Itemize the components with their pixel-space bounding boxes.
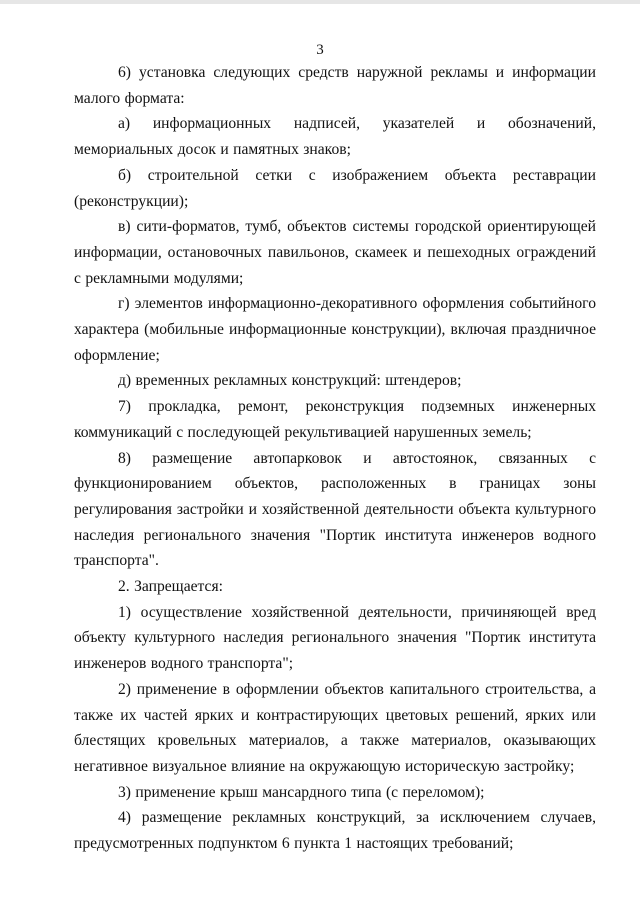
paragraph-item-8: 8) размещение автопарковок и автостоянок, связанных с функционированием объектов, расположенных в границах зоны регулирования застройки и хозяйственной деятельности объекта культурного наследия регионального значения "Портик института инженеров водного транспорта". <box>74 449 596 570</box>
paragraph-subitem-b: б) строительной сетки с изображением объекта реставрации (реконструкции); <box>74 166 596 210</box>
page-top-edge <box>0 0 640 4</box>
paragraph-subitem-v: в) сити-форматов, тумб, объектов системы городской ориентирующей информации, остановочных павильонов, скамеек и пешеходных ограждений с рекламными модулями; <box>74 218 596 287</box>
page-number: 3 <box>316 42 324 58</box>
paragraph-prohibited-1: 1) осуществление хозяйственной деятельности, причиняющей вред объекту культурного наследия регионального значения "Портик института инженеров водного транспорта"; <box>74 603 596 673</box>
paragraph-prohibited-3: 3) применение крыш мансардного типа (с переломом); <box>118 783 485 801</box>
paragraph-subitem-a: а) информационных надписей, указателей и обозначений, мемориальных досок и памятных знаков; <box>74 115 596 159</box>
paragraph-prohibited-4: 4) размещение рекламных конструкций, за исключением случаев, предусмотренных подпунктом 6 пункта 1 настоящих требований; <box>74 809 596 853</box>
document-body <box>74 60 596 857</box>
section-heading-prohibited: 2. Запрещается: <box>118 578 223 596</box>
paragraph-item-6: 6) установка следующих средств наружной рекламы и информации малого формата: <box>74 64 596 107</box>
paragraph-subitem-d: д) временных рекламных конструкций: штендеров; <box>118 372 462 390</box>
paragraph-item-7: 7) прокладка, ремонт, реконструкция подземных инженерных коммуникаций с последующей рекультивацией нарушенных земель; <box>74 398 596 441</box>
paragraph-subitem-g: г) элементов информационно-декоративного оформления событийного характера (мобильные информационные конструкции), включая праздничное оформление; <box>74 295 596 364</box>
paragraph-prohibited-2: 2) применение в оформлении объектов капитального строительства, а также их частей ярких и контрастирующих цветовых решений, ярких или блестящих кровельных материалов, а также материалов, оказывающих негативное визуальное влияние на окружающую историческую застройку; <box>74 680 596 775</box>
